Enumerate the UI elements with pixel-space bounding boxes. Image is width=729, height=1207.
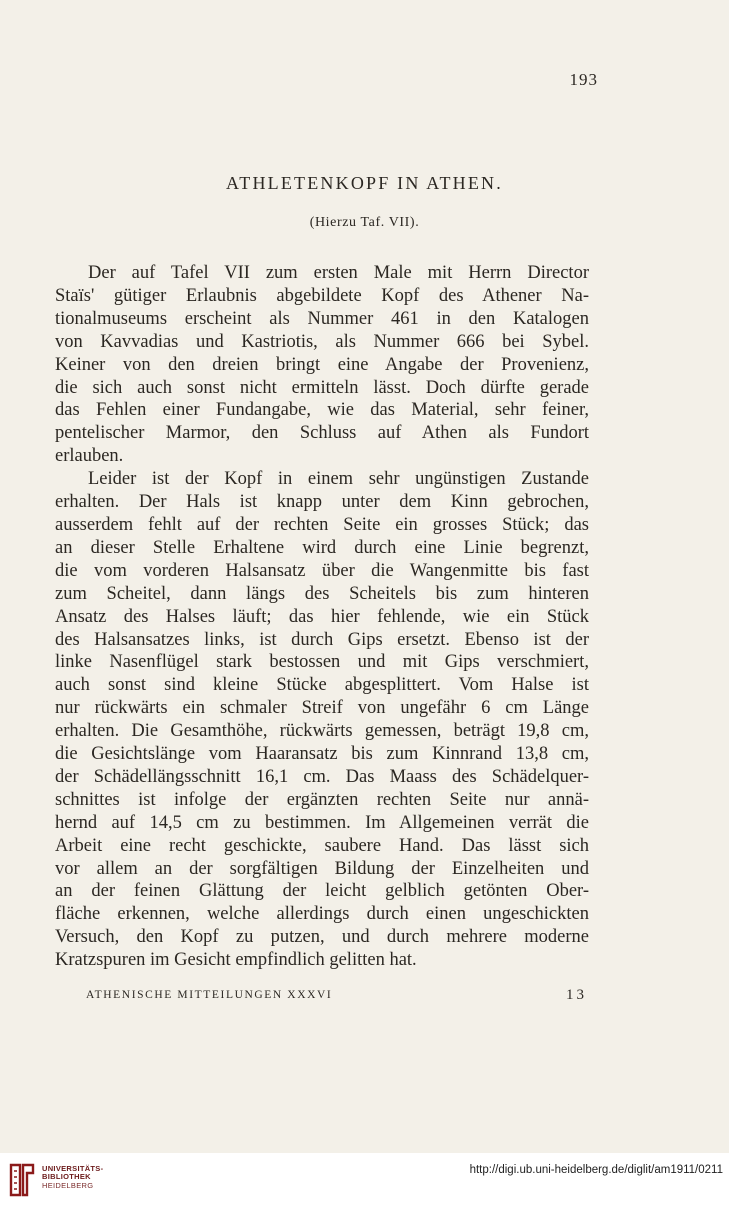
text-line: die sich auch sonst nicht ermitteln lässt. Doch dürfte gerade <box>55 377 589 398</box>
text-line: die vom vorderen Halsansatz über die Wangenmitte bis fast <box>55 560 589 581</box>
text-line: Staïs' gütiger Erlaubnis abgebildete Kopf des Athener Na- <box>55 285 589 306</box>
text-line: Ansatz des Halses läuft; das hier fehlende, wie ein Stück <box>55 606 589 627</box>
text-line: an dieser Stelle Erhaltene wird durch eine Linie begrenzt, <box>55 537 589 558</box>
text-line: Versuch, den Kopf zu putzen, und durch mehrere moderne <box>55 927 589 948</box>
text-line: nur rückwärts ein schmaler Streif von ungefähr 6 cm Länge <box>55 698 589 719</box>
signature-line <box>86 989 591 1001</box>
paragraph-2 <box>55 468 589 972</box>
text-line: von Kavvadias und Kastriotis, als Nummer 666 bei Sybel. <box>55 331 589 352</box>
text-line: Kratzspuren im Gesicht empfindlich gelitten hat. <box>55 950 417 971</box>
text-line: vor allem an der sorgfältigen Bildung der Einzelheiten und <box>55 858 589 879</box>
text-line: der Schädellängsschnitt 16,1 cm. Das Maass des Schädelquer- <box>55 766 589 787</box>
text-line: pentelischer Marmor, den Schluss auf Athen als Fundort <box>55 423 589 444</box>
library-line-3: HEIDELBERG <box>42 1180 94 1190</box>
journal-signature: ATHENISCHE MITTEILUNGEN XXXVI <box>86 989 333 1001</box>
text-line: erlauben. <box>55 446 124 467</box>
text-line: ausserdem fehlt auf der rechten Seite ein grosses Stück; das <box>55 514 589 535</box>
paragraph-1 <box>55 262 589 468</box>
text-line: schnittes ist infolge der ergänzten rechten Seite nur annä- <box>55 789 589 810</box>
article-title: ATHLETENKOPF IN ATHEN. <box>226 173 503 193</box>
text-line: des Halsansatzes links, ist durch Gips ersetzt. Ebenso ist der <box>55 629 589 650</box>
text-line: linke Nasenflügel stark bestossen und mit Gips verschmiert, <box>55 652 589 673</box>
text-line: Der auf Tafel VII zum ersten Male mit Herrn Director <box>88 263 589 283</box>
library-line-2: BIBLIOTHEK <box>42 1172 91 1182</box>
text-line: fläche erkennen, welche allerdings durch einen ungeschickten <box>55 904 589 925</box>
text-line: erhalten. Der Hals ist knapp unter dem Kinn gebrochen, <box>55 492 589 513</box>
text-line: erhalten. Die Gesamthöhe, rückwärts gemessen, beträgt 19,8 cm, <box>55 721 589 742</box>
library-line-1: UNIVERSITÄTS- <box>42 1164 104 1173</box>
text-line: auch sonst sind kleine Stücke abgesplittert. Vom Halse ist <box>55 675 589 696</box>
text-line: hernd auf 14,5 cm zu bestimmen. Im Allgemeinen verrät die <box>55 812 589 833</box>
text-line: zum Scheitel, dann längs des Scheitels bis zum hinteren <box>55 583 589 604</box>
text-line: das Fehlen einer Fundangabe, wie das Material, sehr feiner, <box>55 400 589 421</box>
text-line: an der feinen Glättung der leicht gelblich getönten Ober- <box>55 881 589 902</box>
text-line: Arbeit eine recht geschickte, saubere Hand. Das lässt sich <box>55 835 589 856</box>
text-line: Leider ist der Kopf in einem sehr ungünstigen Zustande <box>88 469 589 490</box>
permalink-url[interactable]: http://digi.ub.uni-heidelberg.de/diglit/am1911/0211 <box>469 1164 723 1176</box>
sheet-number: 13 <box>566 987 587 1003</box>
text-line: Keiner von den dreien bringt eine Angabe der Provenienz, <box>55 354 589 375</box>
footer-bar <box>0 1153 729 1207</box>
article-subtitle: (Hierzu Taf. VII). <box>309 215 420 230</box>
heidelberg-library-logo-icon[interactable] <box>8 1161 36 1199</box>
text-line: tionalmuseums erscheint als Nummer 461 in den Katalogen <box>55 308 589 329</box>
page-number: 193 <box>569 70 598 89</box>
library-name <box>42 1165 103 1190</box>
text-line: die Gesichtslänge vom Haaransatz bis zum Kinnrand 13,8 cm, <box>55 744 589 765</box>
article-body <box>55 262 589 972</box>
